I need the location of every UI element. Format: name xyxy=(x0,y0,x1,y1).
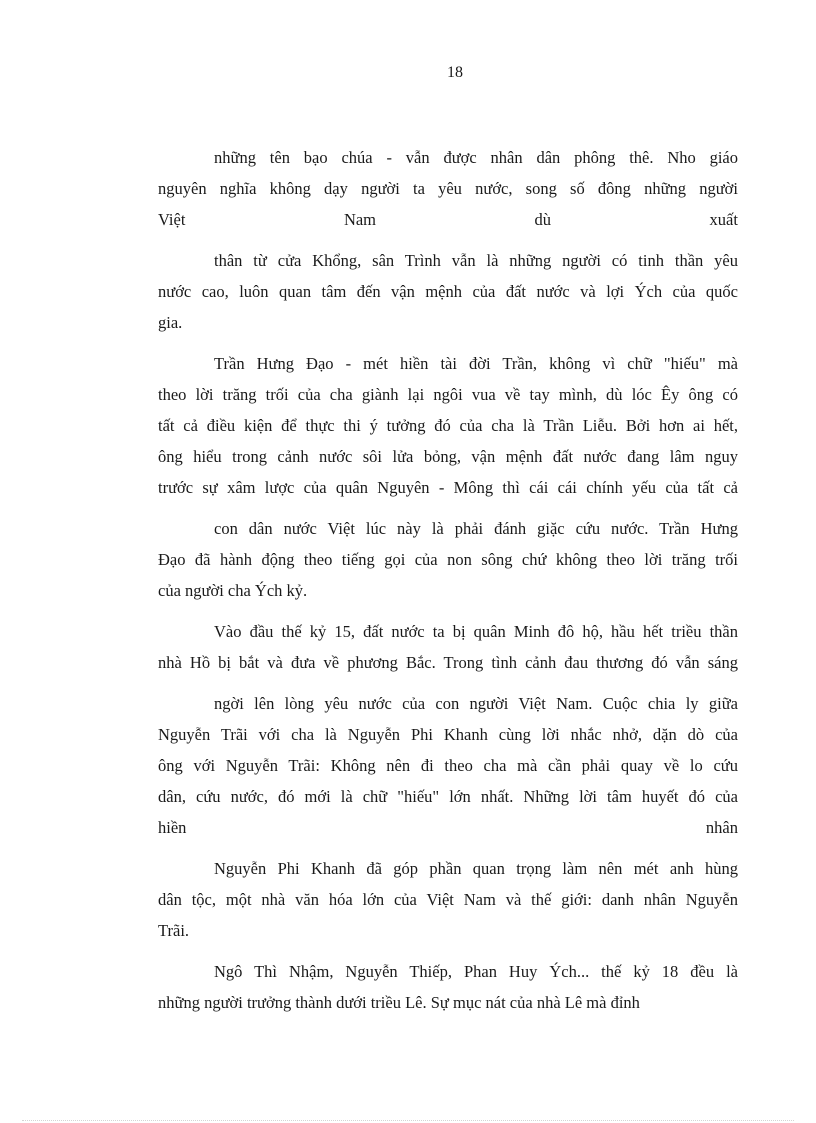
word: hiền xyxy=(158,818,187,837)
text-line: nguyên nghĩa không dạy người ta yêu nước, song số đông những người xyxy=(158,179,738,198)
page-number: 18 xyxy=(447,64,463,81)
text-line: gia. xyxy=(158,313,183,332)
text-line: con dân nước Việt lúc này là phải đánh giặc cứu nước. Trần Hưng xyxy=(214,519,738,538)
text-line: dân tộc, một nhà văn hóa lớn của Việt Nam và thế giới: danh nhân Nguyễn xyxy=(158,890,738,909)
text-line: Đạo đã hành động theo tiếng gọi của non sông chứ không theo lời trăng trối xyxy=(158,550,738,569)
text-line: Nguyễn Phi Khanh đã góp phần quan trọng làm nên mét anh hùng xyxy=(214,859,738,878)
page-bottom-rule xyxy=(22,1120,794,1121)
text-line: nước cao, luôn quan tâm đến vận mệnh của đất nước và lợi Ých của quốc xyxy=(158,282,738,301)
word: xuất xyxy=(709,210,738,229)
text-line: ông hiểu trong cảnh nước sôi lửa bỏng, vận mệnh đất nước đang lâm nguy xyxy=(158,447,738,466)
text-line xyxy=(158,812,738,843)
text-line: những tên bạo chúa - vẫn được nhân dân phông thê. Nho giáo xyxy=(214,148,738,167)
word: dù xyxy=(534,210,552,229)
text-line: tất cả điều kiện để thực thi ý tưởng đó của cha là Trần Liễu. Bởi hơn ai hết, xyxy=(158,416,738,435)
text-line: Ngô Thì Nhậm, Nguyễn Thiếp, Phan Huy Ých... thế kỷ 18 đều là xyxy=(214,962,738,981)
document-body xyxy=(158,142,738,1018)
word: Việt xyxy=(158,210,186,229)
text-line: trước sự xâm lược của quân Nguyên - Mông thì cái cái chính yếu của tất cả xyxy=(158,478,738,497)
text-line: Trần Hưng Đạo - mét hiền tài đời Trần, không vì chữ "hiếu" mà xyxy=(214,354,738,373)
text-line: Vào đầu thế kỷ 15, đất nước ta bị quân Minh đô hộ, hầu hết triều thần xyxy=(214,622,738,641)
text-line: ngời lên lòng yêu nước của con người Việt Nam. Cuộc chia ly giữa xyxy=(214,694,738,713)
word: Nam xyxy=(343,210,377,229)
text-line: nhà Hồ bị bắt và đưa về phương Bắc. Trong tình cảnh đau thương đó vẫn sáng xyxy=(158,653,738,672)
text-line: những người trưởng thành dưới triều Lê. Sự mục nát của nhà Lê mà đỉnh xyxy=(158,993,640,1012)
word: nhân xyxy=(705,818,738,837)
text-line xyxy=(158,204,738,235)
text-line: ông với Nguyễn Trãi: Không nên đi theo cha mà cần phải quay về lo cứu xyxy=(158,756,738,775)
text-line: Trãi. xyxy=(158,921,190,940)
text-line: Nguyễn Trãi với cha là Nguyễn Phi Khanh cùng lời nhắc nhở, dặn dò của xyxy=(158,725,738,744)
text-line: dân, cứu nước, đó mới là chữ "hiếu" lớn nhất. Những lời tâm huyết đó của xyxy=(158,787,738,806)
text-line: thân từ cửa Khổng, sân Trình vẫn là những người có tinh thần yêu xyxy=(214,251,738,270)
text-line: của người cha Ých kỷ. xyxy=(158,581,308,600)
text-line: theo lời trăng trối của cha giành lại ngôi vua về tay mình, dù lóc Êy ông có xyxy=(158,385,738,404)
